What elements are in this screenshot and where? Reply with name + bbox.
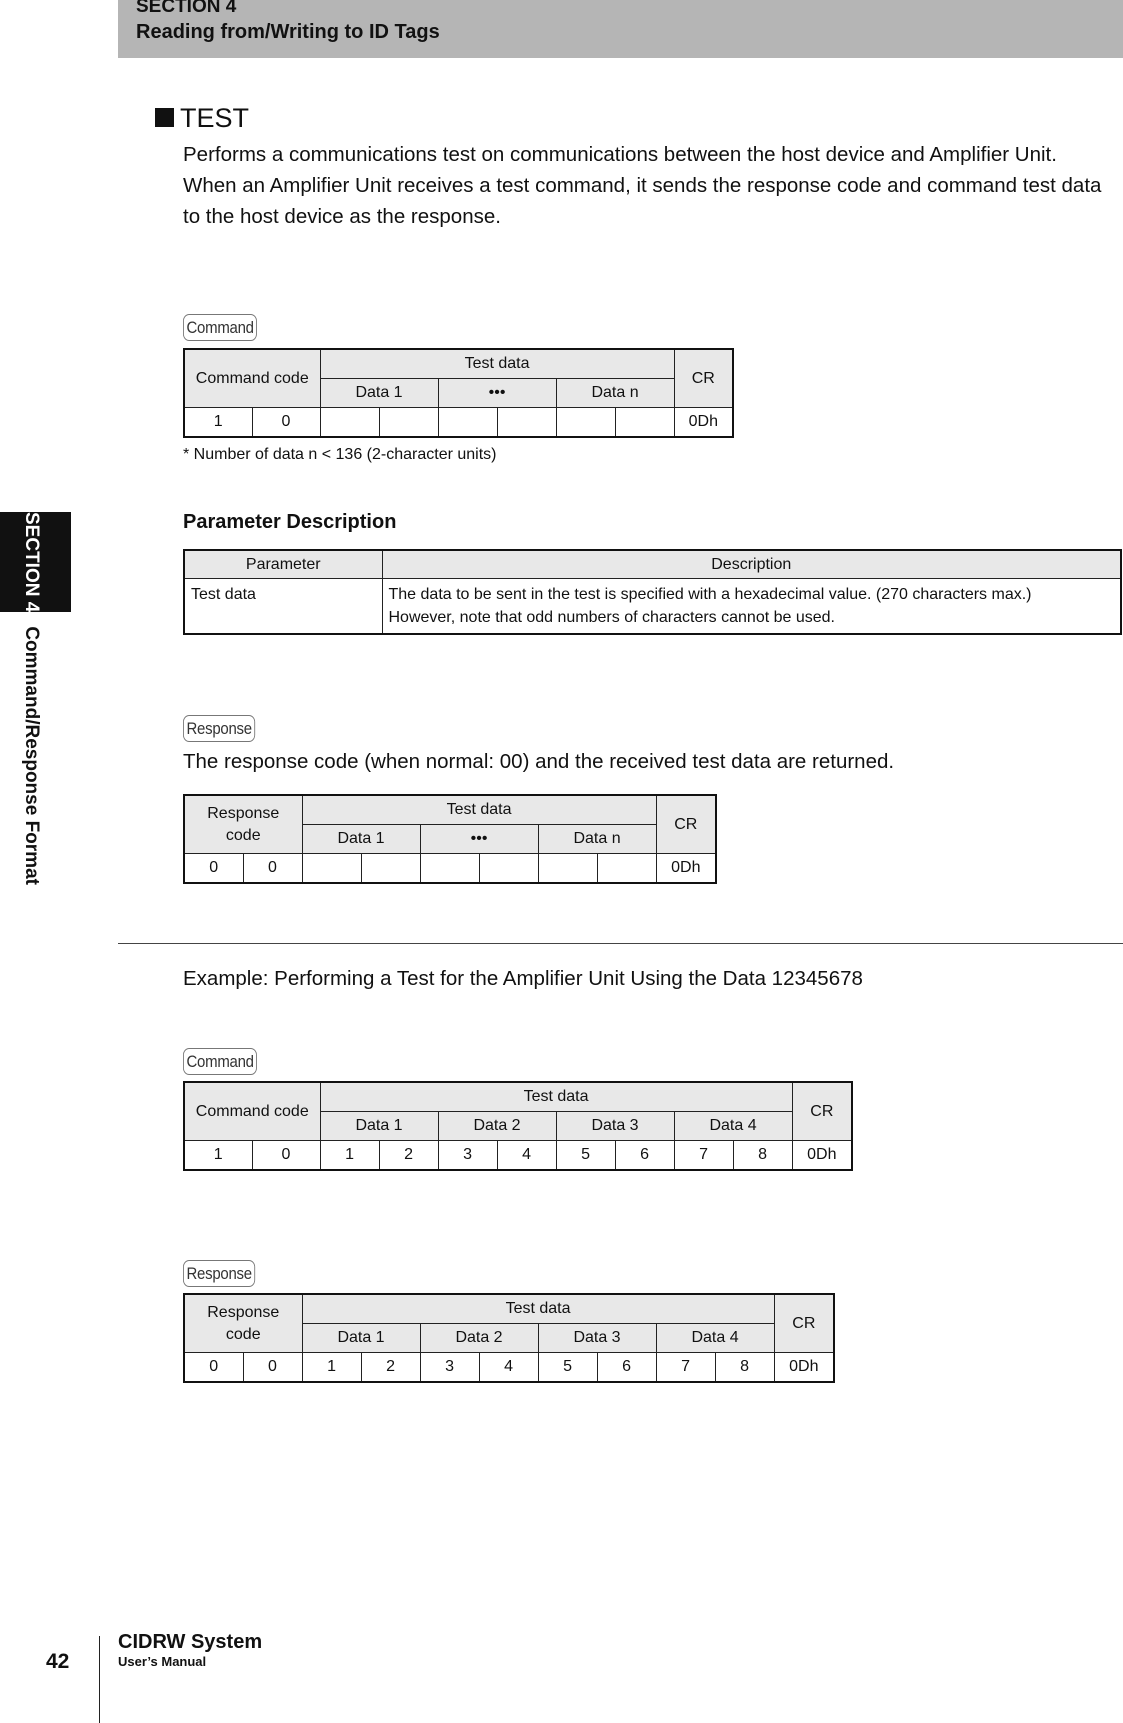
description-line-2: However, note that odd numbers of characters cannot be used. (388, 609, 835, 626)
code-cell: 1 (184, 1141, 252, 1171)
side-title: Command/Response Format (21, 626, 42, 885)
ellipsis-header: ••• (420, 825, 538, 854)
command-code-header: Command code (184, 1082, 320, 1141)
footer-subtitle: User’s Manual (118, 1654, 207, 1669)
response-code-label-2: code (225, 826, 261, 844)
data-cell (497, 408, 556, 438)
data4-header: Data 4 (656, 1324, 774, 1353)
data2-header: Data 2 (438, 1112, 556, 1141)
code-cell: 0 (252, 1141, 320, 1171)
response-code-header (184, 795, 302, 854)
cr-cell: 0Dh (774, 1353, 834, 1383)
intro-line-3: to the host device as the response. (183, 205, 501, 228)
code-cell: 0 (184, 1353, 243, 1383)
data-cell (320, 408, 379, 438)
intro-paragraph (183, 139, 1123, 232)
data-cell (438, 408, 497, 438)
data-cell (597, 854, 656, 884)
response-code-label-1: Response (207, 804, 280, 822)
data2-header: Data 2 (420, 1324, 538, 1353)
page-title (155, 103, 249, 134)
title-text: TEST (180, 103, 250, 133)
data1-header: Data 1 (320, 1112, 438, 1141)
example-response-table (183, 1293, 835, 1383)
cr-header: CR (656, 795, 716, 854)
example-title: Example: Performing a Test for the Amplifier Unit Using the Data 12345678 (183, 967, 863, 990)
response-code-label-2: code (225, 1325, 261, 1343)
test-data-header: Test data (320, 1082, 792, 1112)
intro-line-1: Performs a communications test on communications between the host device and Amplifier Unit. (183, 143, 1057, 166)
test-data-header: Test data (302, 1294, 774, 1324)
response-code-label-1: Response (207, 1303, 280, 1321)
example-command-tag: Command (183, 1048, 257, 1075)
divider (118, 943, 1123, 944)
data-cell: 3 (438, 1141, 497, 1171)
data1-header: Data 1 (302, 825, 420, 854)
data-cell: 5 (556, 1141, 615, 1171)
parameter-heading: Parameter Description (183, 511, 397, 533)
data-cell: 6 (597, 1353, 656, 1383)
response-code-header (184, 1294, 302, 1353)
cr-header: CR (674, 349, 733, 408)
datan-header: Data n (538, 825, 656, 854)
parameter-description (382, 579, 1121, 635)
response-format-table (183, 794, 717, 884)
example-response-tag: Response (183, 1260, 255, 1287)
response-text: The response code (when normal: 00) and the received test data are returned. (183, 750, 895, 773)
code-cell: 0 (243, 1353, 302, 1383)
description-col-header: Description (382, 550, 1121, 579)
cr-cell: 0Dh (674, 408, 733, 438)
command-code-header: Command code (184, 349, 320, 408)
cr-cell: 0Dh (656, 854, 716, 884)
section-header (118, 0, 1123, 58)
data-cell: 1 (302, 1353, 361, 1383)
code-cell: 1 (184, 408, 252, 438)
parameter-table (183, 549, 1122, 635)
data-cell: 7 (674, 1141, 733, 1171)
intro-line-2: When an Amplifier Unit receives a test command, it sends the response code and command test data (183, 174, 1102, 197)
side-label (20, 512, 42, 885)
data-cell: 1 (320, 1141, 379, 1171)
data-count-note: * Number of data n < 136 (2-character units) (183, 446, 497, 463)
data-cell (479, 854, 538, 884)
response-tag: Response (183, 715, 255, 742)
page-number: 42 (46, 1650, 70, 1673)
section-number: SECTION 4 (136, 0, 237, 17)
cr-header: CR (792, 1082, 852, 1141)
data-cell (302, 854, 361, 884)
cr-cell: 0Dh (792, 1141, 852, 1171)
data-cell: 8 (733, 1141, 792, 1171)
data-cell (615, 408, 674, 438)
data-cell: 4 (497, 1141, 556, 1171)
data-cell: 2 (361, 1353, 420, 1383)
section-title: Reading from/Writing to ID Tags (136, 21, 440, 43)
code-cell: 0 (252, 408, 320, 438)
data-cell: 4 (479, 1353, 538, 1383)
data-cell: 5 (538, 1353, 597, 1383)
data3-header: Data 3 (538, 1324, 656, 1353)
parameter-name: Test data (184, 579, 382, 635)
cr-header: CR (774, 1294, 834, 1353)
side-section: SECTION 4 (21, 512, 42, 613)
data-cell (556, 408, 615, 438)
example-command-table (183, 1081, 853, 1171)
data-cell (420, 854, 479, 884)
test-data-header: Test data (302, 795, 656, 825)
data-cell (379, 408, 438, 438)
data1-header: Data 1 (302, 1324, 420, 1353)
description-line-1: The data to be sent in the test is specified with a hexadecimal value. (270 characters max.) (388, 586, 1032, 603)
data4-header: Data 4 (674, 1112, 792, 1141)
data1-header: Data 1 (320, 379, 438, 408)
footer-divider (99, 1636, 100, 1723)
data3-header: Data 3 (556, 1112, 674, 1141)
ellipsis-header: ••• (438, 379, 556, 408)
data-cell (361, 854, 420, 884)
test-data-header: Test data (320, 349, 674, 379)
data-cell: 7 (656, 1353, 715, 1383)
data-cell: 2 (379, 1141, 438, 1171)
command-tag: Command (183, 314, 257, 341)
code-cell: 0 (184, 854, 243, 884)
footer-title: CIDRW System (118, 1631, 263, 1653)
data-cell: 6 (615, 1141, 674, 1171)
square-bullet-icon (155, 108, 174, 127)
code-cell: 0 (243, 854, 302, 884)
data-cell: 8 (715, 1353, 774, 1383)
command-format-table (183, 348, 734, 438)
data-cell: 3 (420, 1353, 479, 1383)
data-cell (538, 854, 597, 884)
datan-header: Data n (556, 379, 674, 408)
parameter-col-header: Parameter (184, 550, 382, 579)
